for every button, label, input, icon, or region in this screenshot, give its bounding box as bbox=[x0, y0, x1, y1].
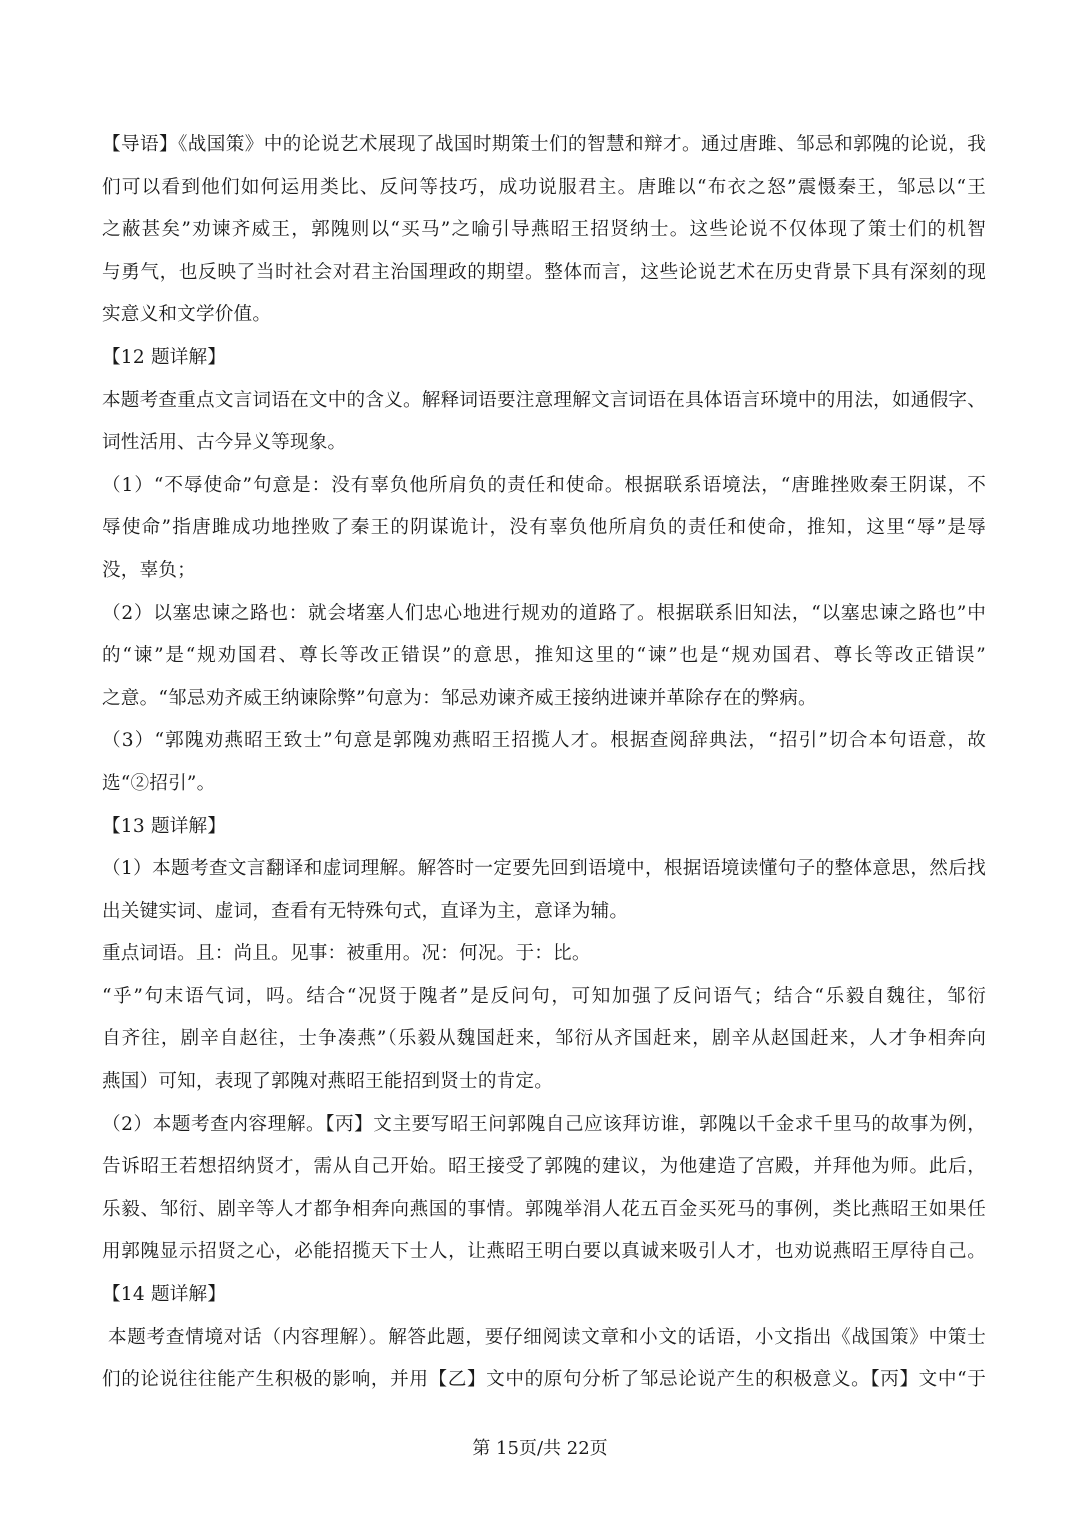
intro-paragraph bbox=[102, 124, 986, 337]
text-line: 【导语】《战国策》中的论说艺术展现了战国时期策士们的智慧和辩才。通过唐雎、邹忌和郭隗的论说，我 bbox=[102, 134, 986, 155]
q14-body-paragraph bbox=[102, 1317, 986, 1402]
text-line: 辱使命”指唐雎成功地挫败了秦王的阴谋诡计，没有辜负他所肩负的责任和使命，推知，这里“辱”是辱 bbox=[102, 517, 986, 539]
page-number-footer: 第 15页/共 22页 bbox=[472, 1438, 608, 1459]
text-line: （1）“不辱使命”句意是：没有辜负他所肩负的责任和使命。根据联系语境法，“唐雎挫败秦王阴谋，不 bbox=[102, 474, 986, 496]
text-line: 选“②招引”。 bbox=[102, 772, 216, 794]
document-body bbox=[102, 124, 986, 1402]
text-line: 之意。“邹忌劝齐威王纳谏除弊”句意为：邹忌劝谏齐威王接纳进谏并革除存在的弊病。 bbox=[102, 687, 817, 709]
text-line: 用郭隗显示招贤之心，必能招揽天下士人，让燕昭王明白要以真诚来吸引人才，也劝说燕昭王厚待自己。 bbox=[102, 1241, 986, 1263]
q13-item-2 bbox=[102, 1104, 986, 1274]
text-line: （1）本题考查文言翻译和虚词理解。解答时一定要先回到语境中，根据语境读懂句子的整体意思，然后找 bbox=[102, 858, 986, 880]
text-line: 出关键实词、虚词，查看有无特殊句式，直译为主，意译为辅。 bbox=[102, 900, 629, 922]
text-line: （2）本题考查内容理解。【丙】文主要写昭王问郭隗自己应该拜访谁，郭隗以千金求千里马的故事为例， bbox=[102, 1113, 986, 1135]
text-line: “乎”句末语气词，吗。结合“况贤于隗者”是反问句，可知加强了反问语气；结合“乐毅自魏往，邹衍 bbox=[102, 985, 986, 1007]
text-line: 告诉昭王若想招纳贤才，需从自己开始。昭王接受了郭隗的建议，为他建造了宫殿，并拜他为师。此后， bbox=[102, 1156, 986, 1178]
text-line: 之蔽甚矣”劝谏齐威王，郭隗则以“买马”之喻引导燕昭王招贤纳士。这些论说不仅体现了策士们的机智 bbox=[102, 219, 986, 241]
text-line: 本题考查重点文言词语在文中的含义。解释词语要注意理解文言词语在具体语言环境中的用法，如通假字、 bbox=[102, 389, 986, 411]
q14-heading: 【14 题详解】 bbox=[102, 1284, 227, 1306]
text-line: 们可以看到他们如何运用类比、反问等技巧，成功说服君主。唐雎以“布衣之怒”震慑秦王，邹忌以“王 bbox=[102, 176, 986, 198]
text-line: 实意义和文学价值。 bbox=[102, 304, 272, 326]
text-line: 的“谏”是“规劝国君、尊长等改正错误”的意思，推知这里的“谏”也是“规劝国君、尊长等改正错误” bbox=[102, 645, 986, 667]
text-line: 自齐往，剧辛自赵往，士争凑燕”（乐毅从魏国赶来，邹衍从齐国赶来，剧辛从赵国赶来，人才争相奔向 bbox=[102, 1028, 986, 1050]
text-line: 们的论说往往能产生积极的影响，并用【乙】文中的原句分析了邹忌论说产生的积极意义。【丙】文中“于 bbox=[102, 1369, 986, 1391]
text-line: （3）“郭隗劝燕昭王致士”句意是郭隗劝燕昭王招揽人才。根据查阅辞典法，“招引”切合本句语意，故 bbox=[102, 730, 986, 752]
text-line: 乐毅、邹衍、剧辛等人才都争相奔向燕国的事情。郭隗举涓人花五百金买死马的事例，类比燕昭王如果任 bbox=[102, 1198, 986, 1220]
q12-heading: 【12 题详解】 bbox=[102, 346, 227, 368]
text-line: 没，辜负； bbox=[102, 559, 196, 581]
q12-body-paragraph bbox=[102, 380, 986, 465]
q13-key-words: 重点词语。且：尚且。见事：被重用。况：何况。于：比。 bbox=[102, 943, 591, 965]
text-line: 本题考查情境对话（内容理解）。解答此题，要仔细阅读文章和小文的话语，小文指出《战国策》中策士 bbox=[108, 1326, 986, 1348]
text-line: 词性活用、古今异义等现象。 bbox=[102, 432, 347, 454]
q13-heading: 【13 题详解】 bbox=[102, 815, 227, 837]
q13-hu-paragraph bbox=[102, 976, 986, 1104]
text-line: （2）以塞忠谏之路也：就会堵塞人们忠心地进行规劝的道路了。根据联系旧知法，“以塞忠谏之路也”中 bbox=[102, 602, 986, 624]
text-line: 与勇气，也反映了当时社会对君主治国理政的期望。整体而言，这些论说艺术在历史背景下具有深刻的现 bbox=[102, 261, 986, 283]
q13-item-1 bbox=[102, 848, 986, 933]
text-line: 燕国）可知，表现了郭隗对燕昭王能招到贤士的肯定。 bbox=[102, 1071, 554, 1093]
q12-item-1 bbox=[102, 465, 986, 593]
q12-item-3 bbox=[102, 720, 986, 805]
q12-item-2 bbox=[102, 593, 986, 721]
